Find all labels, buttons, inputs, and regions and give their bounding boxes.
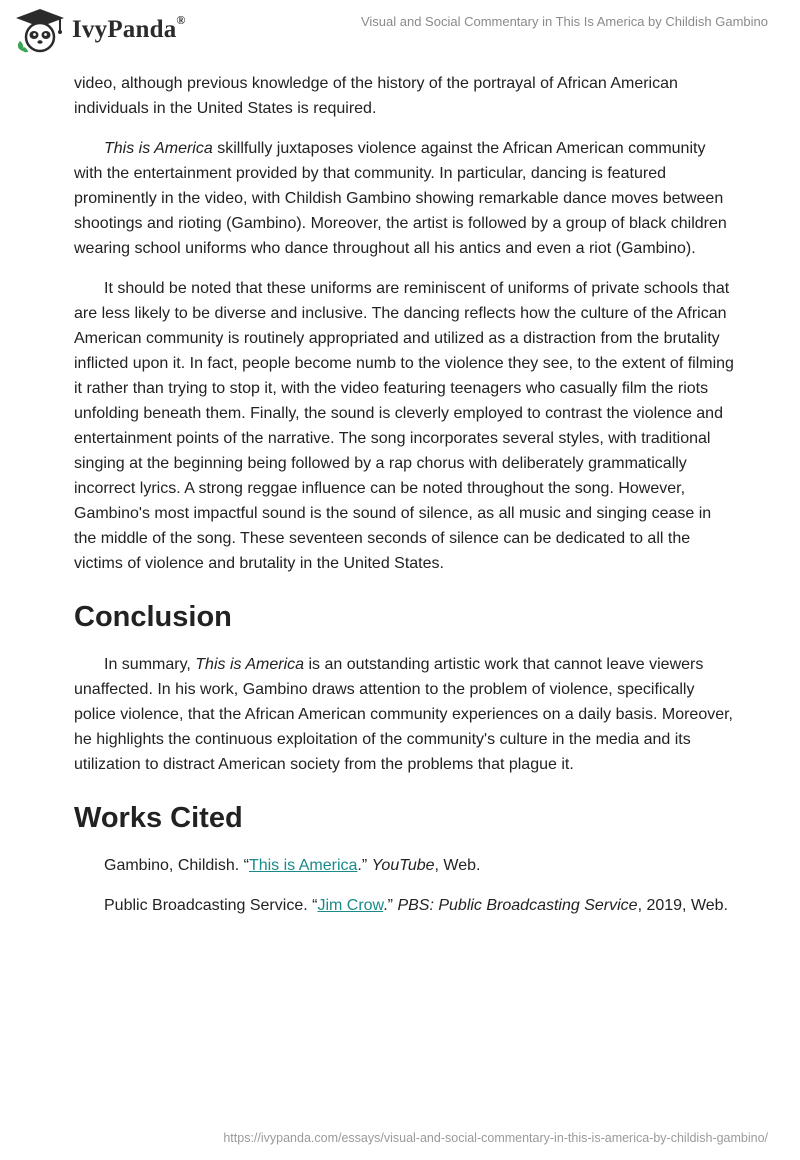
- italic-title: This is America: [195, 656, 305, 673]
- source-title: YouTube: [371, 857, 435, 874]
- page-header: [0, 0, 800, 62]
- essay-body: [74, 71, 734, 933]
- footer-url[interactable]: https://ivypanda.com/essays/visual-and-social-commentary-in-this-is-america-by-childish-gambino/: [223, 1131, 768, 1145]
- citation: Public Broadcasting Service. “Jim Crow.” PBS: Public Broadcasting Service, 2019, Web.: [104, 897, 728, 914]
- brand-name: IvyPanda®: [72, 13, 186, 43]
- italic-title: This is America: [104, 140, 213, 157]
- ivypanda-logo[interactable]: [14, 7, 186, 53]
- citation-link[interactable]: Jim Crow: [317, 897, 384, 914]
- document-title: Visual and Social Commentary in This Is America by Childish Gambino: [360, 14, 768, 29]
- paragraph: It should be noted that these uniforms are reminiscent of uniforms of private schools that are less likely to be diverse and inclusive. The dancing reflects how the culture of the African American community is routinely appropriated and utilized as a distraction from the brutality inflicted upon it. In fact, people become numb to the violence they see, to the extent of filming it rather than trying to stop it, with the video featuring teenagers who casually film the riots unfolding beneath them. Finally, the sound is cleverly employed to contrast the violence and entertainment points of the narrative. The song incorporates several styles, with traditional singing at the beginning being followed by a rap chorus with deliberately grammatically incorrect lyrics. A strong reggae influence can be noted throughout the song. However, Gambino's most impactful sound is the sound of silence, as all music and singing cease in the middle of the song. These seventeen seconds of silence can be dedicated to all the victims of violence and brutality in the United States.: [74, 280, 734, 572]
- works-cited-heading: Works Cited: [74, 802, 243, 834]
- paragraph: This is America skillfully juxtaposes violence against the African American community with the entertainment provided by that community. In particular, dancing is featured prominently in the video, with Childish Gambino showing remarkable dance moves between shootings and rioting (Gambino). Moreover, the artist is followed by a group of black children wearing school uniforms who dance throughout all his antics and even a riot (Gambino).: [74, 140, 727, 257]
- source-title: PBS: Public Broadcasting Service: [397, 897, 638, 914]
- citation-link[interactable]: This is America: [248, 857, 358, 874]
- citation: Gambino, Childish. “This is America.” YouTube, Web.: [104, 857, 481, 874]
- paragraph: In summary, This is America is an outstanding artistic work that cannot leave viewers unaffected. In his work, Gambino draws attention to the problem of violence, specifically police violence, that the African American community experiences on a daily basis. Moreover, he highlights the continuous exploitation of the community's culture in the media and its utilization to distract American society from the problems that plague it.: [74, 656, 733, 773]
- paragraph: video, although previous knowledge of the history of the portrayal of African American individuals in the United States is required.: [74, 75, 678, 117]
- panda-graduate-icon: [14, 7, 66, 53]
- conclusion-heading: Conclusion: [74, 601, 232, 633]
